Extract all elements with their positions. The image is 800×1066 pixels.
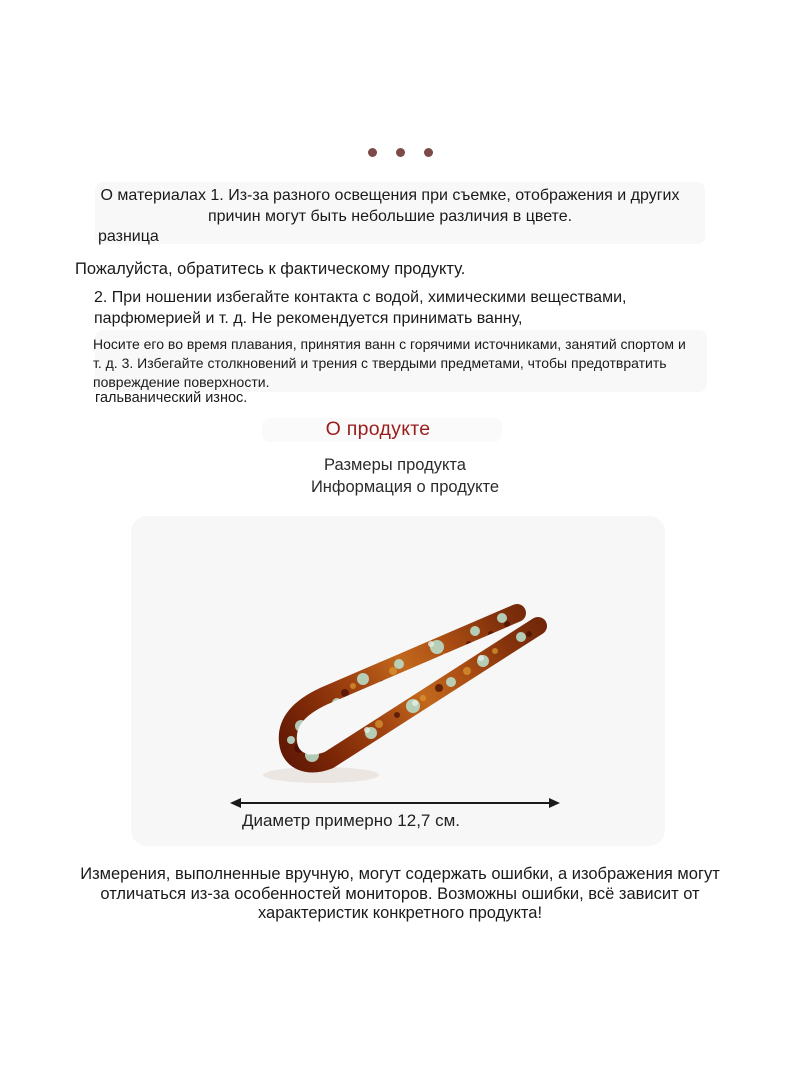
care-line: 2. При ношении избегайте контакта с водой, химическими веществами, <box>94 289 627 306</box>
dimension-arrow <box>230 797 560 809</box>
arrow-line <box>241 802 549 804</box>
dot-icon <box>424 148 433 157</box>
care-small-line: т. д. 3. Избегайте столкновений и трения с твердыми предметами, чтобы предотвратить <box>93 355 667 371</box>
dot-icon <box>368 148 377 157</box>
section-divider-dots <box>0 148 800 157</box>
disclaimer-line: Измерения, выполненные вручную, могут содержать ошибки, а изображения могут <box>80 865 720 883</box>
care-instruction-paragraph <box>94 287 626 329</box>
materials-line: причин могут быть небольшие различия в цвете. <box>207 208 573 225</box>
refer-to-product-line: Пожалуйста, обратитесь к фактическому продукту. <box>75 260 466 278</box>
product-image-card <box>131 516 665 846</box>
product-info-subheading: Информация о продукте <box>310 478 500 496</box>
disclaimer-paragraph <box>0 865 800 924</box>
arrowhead-left-icon <box>230 798 241 808</box>
arrowhead-right-icon <box>549 798 560 808</box>
care-small-line: повреждение поверхности. <box>93 374 270 390</box>
product-sizes-subheading: Размеры продукта <box>324 456 466 474</box>
care-line: парфюмерией и т. д. Не рекомендуется принимать ванну, <box>94 310 523 327</box>
care-small-line: Носите его во время плавания, принятия ванн с горячими источниками, занятий спортом и <box>93 336 686 352</box>
disclaimer-line: отличаться из-за особенностей мониторов. Возможны ошибки, всё зависит от <box>100 884 700 903</box>
dimension-label: Диаметр примерно 12,7 см. <box>241 811 461 830</box>
dot-icon <box>396 148 405 157</box>
leftover-word: разница <box>98 228 159 245</box>
care-instruction-small-paragraph <box>93 335 686 392</box>
galvanic-wear-line: гальванический износ. <box>95 390 248 406</box>
disclaimer-line: характеристик конкретного продукта! <box>257 904 543 922</box>
about-product-heading: О продукте <box>325 418 431 440</box>
materials-line: О материалах 1. Из-за разного освещения при съемке, отображения и других <box>100 187 680 204</box>
materials-paragraph <box>0 185 790 227</box>
